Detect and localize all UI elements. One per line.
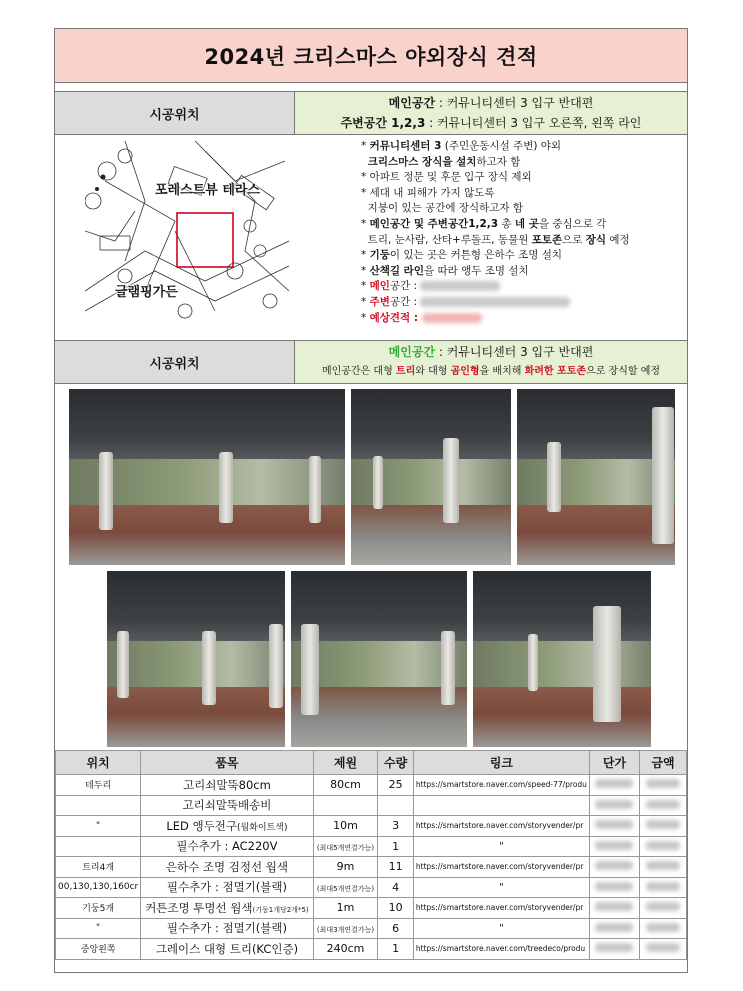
estimate-table xyxy=(55,750,687,960)
cell-location: 기둥5개 xyxy=(56,898,141,919)
cell-location: 00,130,130,160cr xyxy=(56,877,141,898)
cell-link: https://smartstore.naver.com/storyvender/pr xyxy=(413,898,589,919)
cell-unit-price xyxy=(589,775,639,796)
cell-unit-price xyxy=(589,836,639,857)
table-row xyxy=(56,877,687,898)
site-value xyxy=(295,92,687,134)
cell-amount xyxy=(640,857,687,878)
note-line: * 아파트 정문 및 후문 입구 장식 제외 xyxy=(361,171,532,184)
site-photo-4 xyxy=(107,571,285,747)
site-map-drawing xyxy=(85,141,289,331)
site-row-2 xyxy=(55,340,687,384)
cell-item: 필수추가 : AC220V xyxy=(141,836,313,857)
cell-quantity: 10 xyxy=(378,898,414,919)
table-row xyxy=(56,939,687,960)
site-label-2: 시공위치 xyxy=(55,341,295,383)
cell-unit-price xyxy=(589,877,639,898)
cell-link: https://smartstore.naver.com/storyvender/pr xyxy=(413,816,589,837)
table-header-row xyxy=(56,751,687,775)
sub-space-key: 주변공간 1,2,3 xyxy=(340,116,426,130)
cell-spec: (최대3개연결가능) xyxy=(313,918,378,939)
header-spec: 제원 xyxy=(313,751,378,775)
main-space-value: : 커뮤니티센터 3 입구 반대편 xyxy=(435,96,594,110)
cell-link: " xyxy=(413,918,589,939)
cell-location xyxy=(56,795,141,816)
cell-location: 중앙왼쪽 xyxy=(56,939,141,960)
notes-list xyxy=(361,139,681,326)
cell-amount xyxy=(640,939,687,960)
cell-location xyxy=(56,836,141,857)
cell-location: " xyxy=(56,816,141,837)
header-link: 링크 xyxy=(413,751,589,775)
cell-quantity: 11 xyxy=(378,857,414,878)
cell-spec: (최대5개연결가능) xyxy=(313,836,378,857)
note-line: 크리스마스 장식을 설치하고자 함 xyxy=(367,155,521,168)
header-item: 품목 xyxy=(141,751,313,775)
header-quantity: 수량 xyxy=(378,751,414,775)
table-row xyxy=(56,898,687,919)
cell-link: https://smartstore.naver.com/storyvender/pr xyxy=(413,857,589,878)
cell-location: " xyxy=(56,918,141,939)
cell-spec: 240cm xyxy=(313,939,378,960)
cell-item: LED 앵두전구(웜화이트색) xyxy=(141,816,313,837)
cell-spec: 10m xyxy=(313,816,378,837)
cell-link xyxy=(413,795,589,816)
cell-link: https://smartstore.naver.com/speed-77/produ xyxy=(413,775,589,796)
site-value-2: 메인공간 : 커뮤니티센터 3 입구 반대편 메인공간은 대형 트리와 대형 곰인형을 배치해 화려한 포토존으로 장식할 예정 xyxy=(295,341,687,383)
site-map xyxy=(85,141,289,331)
table-row xyxy=(56,775,687,796)
cell-amount xyxy=(640,795,687,816)
cell-unit-price xyxy=(589,795,639,816)
main-space-key: 메인공간 xyxy=(388,96,436,110)
note-estimate: * 예상견적 : xyxy=(361,311,681,327)
cell-unit-price xyxy=(589,939,639,960)
note-line: 지붕이 있는 공간에 장식하고자 함 xyxy=(361,202,524,215)
cell-amount xyxy=(640,775,687,796)
cell-item: 은하수 조명 검정선 웜색 xyxy=(141,857,313,878)
site-photo-5 xyxy=(291,571,467,747)
cell-location: 테두리 xyxy=(56,775,141,796)
table-row xyxy=(56,918,687,939)
cell-item: 필수추가 : 점멸기(블랙) xyxy=(141,918,313,939)
cell-quantity: 6 xyxy=(378,918,414,939)
cell-link: https://smartstore.naver.com/treedeco/produ xyxy=(413,939,589,960)
cell-item: 고리쇠말뚝배송비 xyxy=(141,795,313,816)
site-photo-3 xyxy=(517,389,675,565)
cell-quantity: 25 xyxy=(378,775,414,796)
cell-amount xyxy=(640,836,687,857)
note-line: * 세대 내 피해가 가지 않도록 xyxy=(361,186,495,199)
cell-spec: (최대5개연결가능) xyxy=(313,877,378,898)
note-line: * 기둥이 있는 곳은 커튼형 은하수 조명 설치 xyxy=(361,249,563,262)
cell-item: 커튼조명 투명선 웜색(기둥1개당2개*5) xyxy=(141,898,313,919)
map-label-terrace: 포레스트뷰 테라스 xyxy=(155,183,260,198)
document-title: 2024년 크리스마스 야외장식 견적 xyxy=(55,29,687,83)
header-location: 위치 xyxy=(56,751,141,775)
site-photo-6 xyxy=(473,571,651,747)
note-sub-cost: * 주변공간 : xyxy=(361,295,681,311)
cell-item: 필수추가 : 점멸기(블랙) xyxy=(141,877,313,898)
site-label: 시공위치 xyxy=(55,92,295,134)
cell-unit-price xyxy=(589,918,639,939)
cell-link: " xyxy=(413,836,589,857)
sub-space-value: : 커뮤니티센터 3 입구 오른쪽, 왼쪽 라인 xyxy=(425,116,642,130)
cell-amount xyxy=(640,816,687,837)
map-label-glamping: 글램핑가든 xyxy=(115,285,178,300)
cell-quantity: 4 xyxy=(378,877,414,898)
cell-quantity xyxy=(378,795,414,816)
note-line: * 커뮤니티센터 3 (주민운동시설 주변) 야외 xyxy=(361,140,562,152)
cell-unit-price xyxy=(589,816,639,837)
cell-quantity: 3 xyxy=(378,816,414,837)
cell-unit-price xyxy=(589,898,639,919)
site-row xyxy=(55,91,687,135)
cell-spec: 1m xyxy=(313,898,378,919)
cell-spec: 80cm xyxy=(313,775,378,796)
cell-link: " xyxy=(413,877,589,898)
table-row xyxy=(56,857,687,878)
table-row xyxy=(56,816,687,837)
cell-spec: 9m xyxy=(313,857,378,878)
cell-amount xyxy=(640,877,687,898)
main-space-key-2: 메인공간 xyxy=(388,345,436,359)
note-main-cost: * 메인공간 : xyxy=(361,279,681,295)
estimate-sheet xyxy=(54,28,688,973)
cell-item: 그레이스 대형 트리(KC인증) xyxy=(141,939,313,960)
cell-quantity: 1 xyxy=(378,939,414,960)
site-photo-1 xyxy=(69,389,345,565)
note-line: 트리, 눈사람, 산타+루돌프, 동물원 포토존으로 장식 예정 xyxy=(361,233,630,246)
cell-amount xyxy=(640,898,687,919)
note-line: * 메인공간 및 주변공간1,2,3 총 네 곳을 중심으로 각 xyxy=(361,217,607,230)
cell-item: 고리쇠말뚝80cm xyxy=(141,775,313,796)
header-amount: 금액 xyxy=(640,751,687,775)
cell-amount xyxy=(640,918,687,939)
table-row xyxy=(56,795,687,816)
header-unit-price: 단가 xyxy=(589,751,639,775)
note-line: * 산책길 라인을 따라 앵두 조명 설치 xyxy=(361,264,529,277)
site-description: 메인공간은 대형 트리와 대형 곰인형을 배치해 화려한 포토존으로 장식할 예정 xyxy=(321,366,661,377)
cell-location: 트리4개 xyxy=(56,857,141,878)
site-photo-2 xyxy=(351,389,511,565)
cell-unit-price xyxy=(589,857,639,878)
table-row xyxy=(56,836,687,857)
cell-spec xyxy=(313,795,378,816)
cell-quantity: 1 xyxy=(378,836,414,857)
